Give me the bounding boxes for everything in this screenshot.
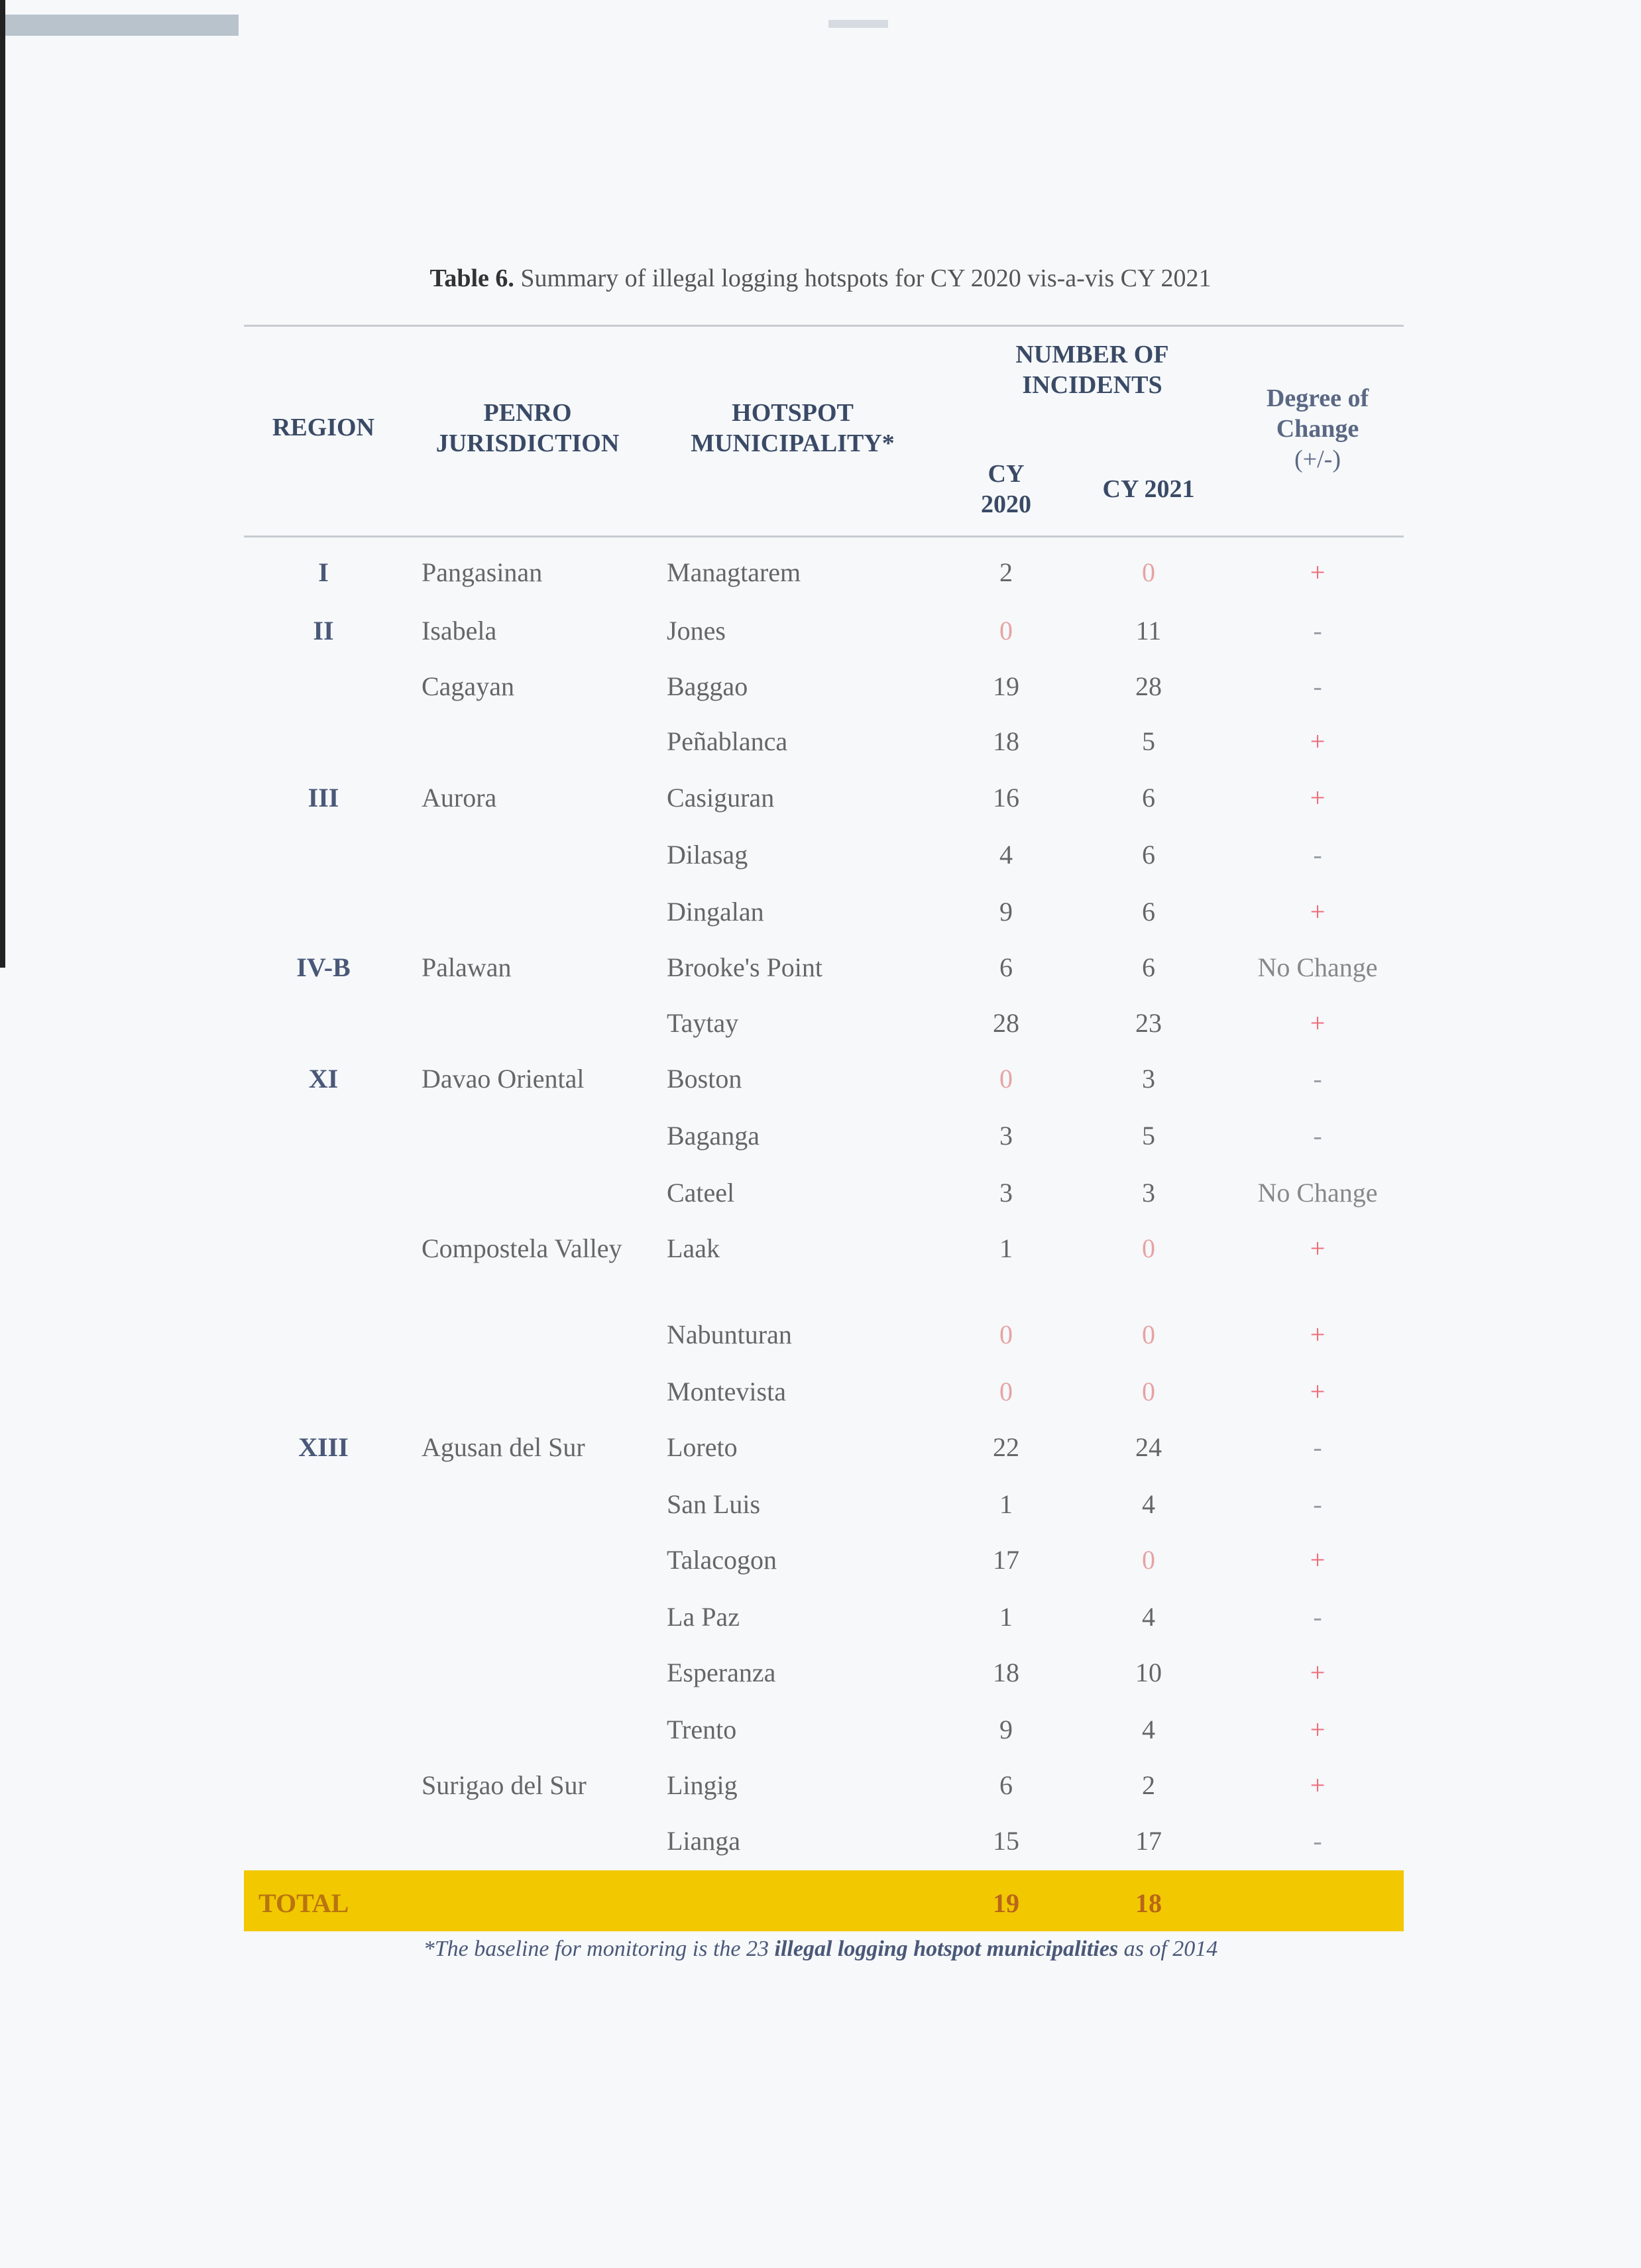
cell-cy2020: 6 [999, 1770, 1013, 1800]
cell-change: No Change [1257, 1178, 1378, 1208]
cell-municipality: Managtarem [667, 557, 801, 587]
cell-change: + [1310, 1377, 1326, 1406]
scan-artifact [0, 15, 239, 36]
header-degree-line3: (+/-) [1294, 445, 1341, 473]
cell-cy2021: 0 [1142, 1320, 1155, 1349]
cell-cy2020: 0 [999, 616, 1013, 646]
cell-cy2021: 6 [1142, 897, 1155, 927]
cell-cy2021: 0 [1142, 1545, 1155, 1575]
caption-label: Table 6. [429, 264, 514, 292]
cell-change: + [1310, 1658, 1326, 1687]
cell-penro: Compostela Valley [422, 1233, 622, 1263]
cell-cy2021: 28 [1135, 671, 1162, 701]
header-region-label: REGION [272, 414, 375, 441]
cell-cy2020: 9 [999, 1715, 1013, 1744]
cell-municipality: Montevista [667, 1377, 786, 1406]
cell-change: - [1313, 1064, 1322, 1094]
cell-cy2020: 17 [993, 1545, 1019, 1575]
cell-region: I [318, 557, 329, 587]
table-row [244, 1701, 1404, 1758]
scan-artifact [828, 20, 888, 28]
cell-cy2020: 22 [993, 1432, 1019, 1462]
total-cy2021: 18 [1135, 1888, 1162, 1918]
cell-change: No Change [1257, 952, 1378, 982]
header-cy2021-label: CY 2021 [1102, 475, 1195, 503]
cell-municipality: Laak [667, 1233, 720, 1263]
cell-cy2021: 4 [1142, 1602, 1155, 1632]
cell-change: - [1313, 1432, 1322, 1462]
table-row [244, 1107, 1404, 1164]
cell-cy2020: 28 [993, 1008, 1019, 1038]
table-row [244, 1306, 1404, 1363]
cell-municipality: Loreto [667, 1432, 738, 1462]
cell-penro: Palawan [422, 952, 512, 982]
cell-region: XI [308, 1064, 339, 1094]
cell-change: - [1313, 616, 1322, 646]
footnote-bold: illegal logging hotspot municipalities [774, 1937, 1119, 1961]
top-rule [244, 325, 1404, 327]
cell-cy2020: 3 [999, 1121, 1013, 1151]
table-row [244, 712, 1404, 769]
cell-cy2021: 0 [1142, 1233, 1155, 1263]
cell-municipality: Boston [667, 1064, 742, 1094]
cell-change: - [1313, 1121, 1322, 1151]
cell-cy2021: 10 [1135, 1658, 1162, 1687]
header-cy2020-line2: 2020 [981, 490, 1031, 518]
table-row [244, 1418, 1404, 1475]
table-row [244, 1363, 1404, 1420]
table-row [244, 1531, 1404, 1588]
cell-municipality: Esperanza [667, 1658, 776, 1687]
header-degree-line1: Degree of [1266, 384, 1369, 412]
cell-cy2021: 4 [1142, 1489, 1155, 1519]
table-row [244, 602, 1404, 659]
cell-region: II [313, 616, 334, 646]
cell-cy2021: 0 [1142, 557, 1155, 587]
cell-change: - [1313, 671, 1322, 701]
cell-cy2021: 5 [1142, 1121, 1155, 1151]
cell-change: + [1310, 557, 1326, 587]
header-cy2020 [940, 459, 1072, 520]
cell-cy2021: 6 [1142, 840, 1155, 870]
cell-change: + [1310, 897, 1326, 927]
table-row [244, 1644, 1404, 1701]
table-row [244, 1475, 1404, 1532]
cell-cy2020: 18 [993, 1658, 1019, 1687]
cell-municipality: Peñablanca [667, 726, 788, 756]
cell-municipality: San Luis [667, 1489, 761, 1519]
cell-municipality: Jones [667, 616, 726, 646]
cell-municipality: Talacogon [667, 1545, 777, 1575]
table-row [244, 883, 1404, 940]
cell-change: - [1313, 1602, 1322, 1632]
cell-cy2021: 3 [1142, 1064, 1155, 1094]
cell-penro: Pangasinan [422, 557, 543, 587]
cell-change: - [1313, 1826, 1322, 1856]
cell-municipality: Dilasag [667, 840, 748, 870]
cell-municipality: Dingalan [667, 897, 764, 927]
header-incidents-line1: NUMBER OF [1015, 341, 1169, 369]
cell-municipality: Trento [667, 1715, 737, 1744]
footnote [0, 1937, 1641, 1962]
table-caption [0, 264, 1641, 293]
cell-region: XIII [298, 1432, 349, 1462]
cell-cy2021: 2 [1142, 1770, 1155, 1800]
cell-penro: Agusan del Sur [422, 1432, 585, 1462]
table-row [244, 1164, 1404, 1221]
cell-municipality: Baganga [667, 1121, 760, 1151]
caption-text: Summary of illegal logging hotspots for CY 2020 vis-a-vis CY 2021 [520, 264, 1212, 292]
total-row [244, 1870, 1404, 1931]
cell-penro: Isabela [422, 616, 497, 646]
cell-change: + [1310, 1545, 1326, 1575]
cell-municipality: Lianga [667, 1826, 741, 1856]
table-row [244, 769, 1404, 826]
cell-cy2021: 3 [1142, 1178, 1155, 1208]
cell-region: IV-B [296, 952, 351, 982]
table-row [244, 1756, 1404, 1813]
table-row [244, 1219, 1404, 1276]
header-muni-line1: HOTSPOT [732, 399, 854, 427]
cell-change: + [1310, 783, 1326, 813]
cell-cy2021: 24 [1135, 1432, 1162, 1462]
cell-cy2020: 16 [993, 783, 1019, 813]
cell-cy2021: 11 [1135, 616, 1162, 646]
header-region [244, 412, 403, 443]
table-row [244, 1050, 1404, 1107]
cell-cy2020: 4 [999, 840, 1013, 870]
cell-cy2021: 4 [1142, 1715, 1155, 1744]
header-muni-line2: MUNICIPALITY* [691, 429, 895, 457]
scan-edge [0, 0, 5, 968]
cell-change: + [1310, 726, 1326, 756]
total-label: TOTAL [258, 1888, 349, 1918]
header-penro [395, 398, 660, 459]
cell-cy2020: 18 [993, 726, 1019, 756]
header-degree [1231, 383, 1404, 475]
cell-cy2021: 5 [1142, 726, 1155, 756]
cell-change: + [1310, 1233, 1326, 1263]
table-row [244, 657, 1404, 714]
cell-municipality: Brooke's Point [667, 952, 822, 982]
cell-cy2021: 17 [1135, 1826, 1162, 1856]
cell-municipality: Casiguran [667, 783, 775, 813]
footnote-prefix: *The baseline for monitoring is the 23 [423, 1937, 775, 1961]
cell-cy2021: 0 [1142, 1377, 1155, 1406]
header-cy2020-line1: CY [988, 460, 1025, 488]
header-rule [244, 536, 1404, 538]
cell-municipality: Taytay [667, 1008, 739, 1038]
cell-cy2020: 1 [999, 1602, 1013, 1632]
cell-change: + [1310, 1715, 1326, 1744]
cell-penro: Aurora [422, 783, 497, 813]
cell-change: - [1313, 1489, 1322, 1519]
cell-region: III [308, 783, 339, 813]
header-incidents [960, 339, 1225, 400]
cell-penro: Cagayan [422, 671, 514, 701]
cell-municipality: Lingig [667, 1770, 738, 1800]
table-row [244, 826, 1404, 883]
cell-change: + [1310, 1320, 1326, 1349]
cell-change: + [1310, 1008, 1326, 1038]
cell-cy2020: 3 [999, 1178, 1013, 1208]
cell-cy2020: 9 [999, 897, 1013, 927]
cell-cy2020: 1 [999, 1489, 1013, 1519]
table-row [244, 1588, 1404, 1645]
cell-cy2020: 0 [999, 1064, 1013, 1094]
table-row [244, 1812, 1404, 1869]
table-row [244, 994, 1404, 1051]
cell-cy2020: 15 [993, 1826, 1019, 1856]
footnote-suffix: as of 2014 [1118, 1937, 1218, 1961]
header-penro-line2: JURISDICTION [435, 429, 620, 457]
cell-municipality: Nabunturan [667, 1320, 792, 1349]
cell-municipality: Baggao [667, 671, 748, 701]
cell-penro: Surigao del Sur [422, 1770, 587, 1800]
header-municipality [660, 398, 925, 459]
cell-cy2020: 0 [999, 1320, 1013, 1349]
cell-cy2020: 2 [999, 557, 1013, 587]
cell-cy2021: 6 [1142, 952, 1155, 982]
cell-change: + [1310, 1770, 1326, 1800]
header-cy2021 [1076, 474, 1221, 504]
total-cy2020: 19 [993, 1888, 1019, 1918]
header-penro-line1: PENRO [483, 399, 572, 427]
header-incidents-line2: INCIDENTS [1022, 371, 1162, 399]
cell-change: - [1313, 840, 1322, 870]
cell-municipality: Cateel [667, 1178, 735, 1208]
table-row [244, 543, 1404, 600]
cell-cy2020: 1 [999, 1233, 1013, 1263]
header-degree-line2: Change [1276, 415, 1359, 443]
table-row [244, 938, 1404, 995]
cell-cy2020: 0 [999, 1377, 1013, 1406]
cell-municipality: La Paz [667, 1602, 740, 1632]
cell-penro: Davao Oriental [422, 1064, 585, 1094]
cell-cy2020: 19 [993, 671, 1019, 701]
cell-cy2021: 23 [1135, 1008, 1162, 1038]
cell-cy2021: 6 [1142, 783, 1155, 813]
cell-cy2020: 6 [999, 952, 1013, 982]
